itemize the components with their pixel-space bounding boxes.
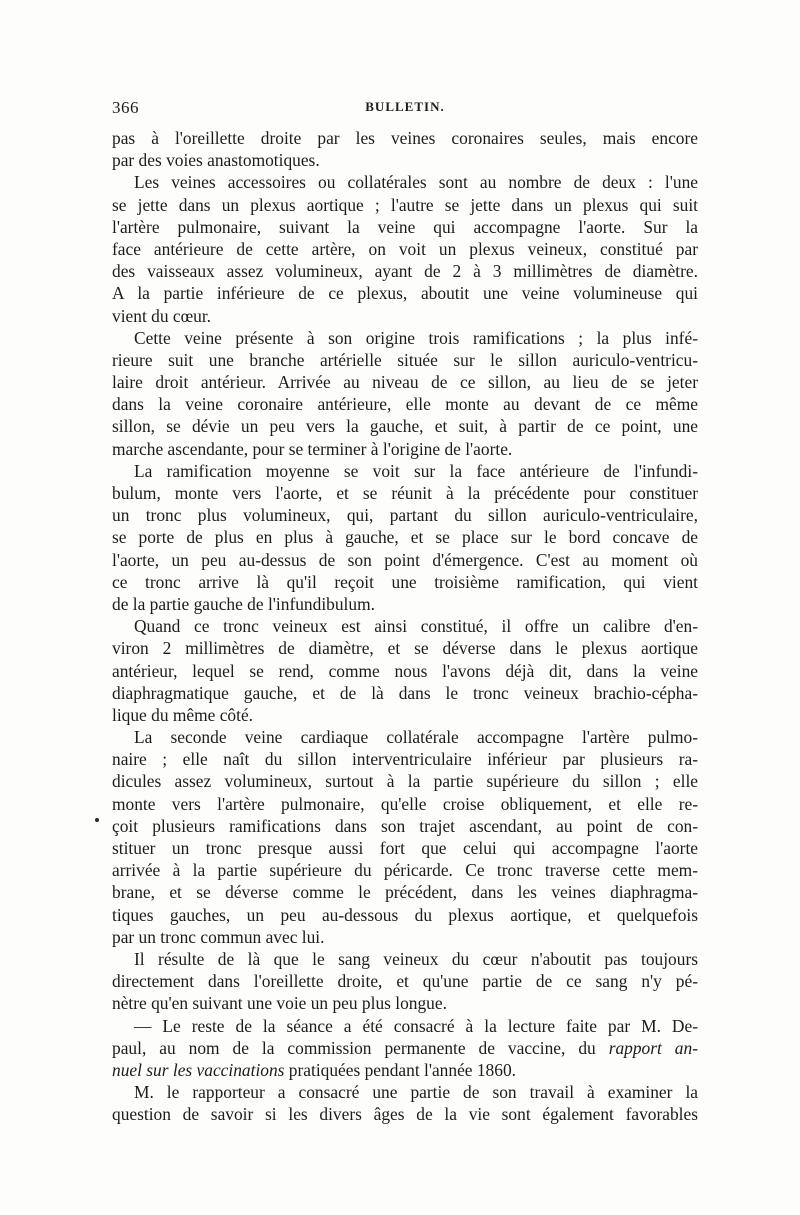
text-line: par des voies anastomotiques. xyxy=(112,150,320,171)
text-line: ce tronc arrive là qu'il reçoit une troisième ramification, qui vient xyxy=(112,571,698,592)
text-line: stituer un tronc presque aussi fort que celui qui accompagne l'aorte xyxy=(112,838,698,858)
running-title: BULLETIN. xyxy=(365,99,445,114)
text-line: Les veines accessoires ou collatérales sont au nombre de deux : l'une xyxy=(134,172,698,193)
text-line: viron 2 millimètres de diamètre, et se déverse dans le plexus aortique xyxy=(112,638,698,659)
text-line: marche ascendante, pour se terminer à l'origine de l'aorte. xyxy=(112,438,513,459)
text-line: un tronc plus volumineux, qui, partant du sillon auriculo-ventriculaire, xyxy=(112,505,698,526)
text-line: sillon, se dévie un peu vers la gauche, et suit, à partir de ce point, une xyxy=(112,416,698,437)
text-line: se porte de plus en plus à gauche, et se place sur le bord concave de xyxy=(112,527,698,548)
text-line: par un tronc commun avec lui. xyxy=(112,926,325,947)
text-line: laire droit antérieur. Arrivée au niveau de ce sillon, au lieu de se jeter xyxy=(112,372,698,393)
text-line: vient du cœur. xyxy=(112,305,212,326)
text-line: directement dans l'oreillette droite, et qu'une partie de ce sang n'y pé- xyxy=(112,971,698,992)
text-line: l'aorte, un peu au-dessus de son point d'émergence. C'est au moment où xyxy=(112,549,698,570)
text-line: lique du même côté. xyxy=(112,704,254,725)
text-line: dans la veine coronaire antérieure, elle monte au devant de ce même xyxy=(112,394,698,415)
text-line: l'artère pulmonaire, suivant la veine qui accompagne l'aorte. Sur la xyxy=(112,216,698,237)
text-line: çoit plusieurs ramifications dans son trajet ascendant, au point de con- xyxy=(112,815,698,836)
line-text: paul, au nom de la commission permanente de vaccine, du xyxy=(112,1037,609,1058)
page-header xyxy=(112,98,698,122)
text-line: question de savoir si les divers âges de la vie sont également favorables xyxy=(112,1104,698,1125)
text-line: — Le reste de la séance a été consacré à la lecture faite par M. De- xyxy=(134,1015,698,1036)
italic-text: nuel sur les vaccinations xyxy=(112,1059,285,1080)
text-line xyxy=(112,1059,698,1081)
text-line xyxy=(112,1037,698,1059)
text-line: Quand ce tronc veineux est ainsi constitué, il offre un calibre d'en- xyxy=(134,616,698,637)
text-line: de la partie gauche de l'infundibulum. xyxy=(112,593,375,614)
text-line: tiques gauches, un peu au-dessous du plexus aortique, et quelquefois xyxy=(112,904,698,925)
body-text xyxy=(112,127,698,1125)
text-line: arrivée à la partie supérieure du péricarde. Ce tronc traverse cette mem- xyxy=(112,860,698,881)
text-line: pas à l'oreillette droite par les veines coronaires seules, mais encore xyxy=(112,128,698,148)
text-line: se jette dans un plexus aortique ; l'autre se jette dans un plexus qui suit xyxy=(112,194,698,215)
text-line: bulum, monte vers l'aorte, et se réunit à la précédente pour constituer xyxy=(112,483,698,503)
text-line: La seconde veine cardiaque collatérale accompagne l'artère pulmo- xyxy=(134,727,698,748)
italic-text: rapport an- xyxy=(608,1037,698,1058)
text-line: antérieur, lequel se rend, comme nous l'avons déjà dit, dans la veine xyxy=(112,660,698,681)
line-text: pratiquées pendant l'année 1860. xyxy=(284,1059,516,1080)
text-line: Cette veine présente à son origine trois ramifications ; la plus infé- xyxy=(134,327,698,348)
text-line: Il résulte de là que le sang veineux du cœur n'aboutit pas toujours xyxy=(134,948,698,969)
text-line: diaphragmatique gauche, et de là dans le tronc veineux brachio-cépha- xyxy=(112,682,698,703)
text-line: monte vers l'artère pulmonaire, qu'elle croise obliquement, et elle re- xyxy=(112,793,698,814)
text-line: brane, et se déverse comme le précédent, dans les veines diaphragma- xyxy=(112,882,698,903)
ink-speck xyxy=(95,818,99,822)
text-line: nètre qu'en suivant une voie un peu plus longue. xyxy=(112,993,447,1014)
text-line: des vaisseaux assez volumineux, ayant de 2 à 3 millimètres de diamètre. xyxy=(112,261,698,282)
text-line: dicules assez volumineux, surtout à la partie supérieure du sillon ; elle xyxy=(112,771,698,792)
text-line: La ramification moyenne se voit sur la face antérieure de l'infundi- xyxy=(134,460,698,481)
page-number: 366 xyxy=(112,98,139,117)
text-line: face antérieure de cette artère, on voit un plexus veineux, constitué par xyxy=(112,238,698,259)
text-line: naire ; elle naît du sillon interventriculaire inférieur par plusieurs ra- xyxy=(112,749,698,770)
text-line: rieure suit une branche artérielle située sur le sillon auriculo-ventricu- xyxy=(112,349,698,370)
text-line: M. le rapporteur a consacré une partie de son travail à examiner la xyxy=(134,1082,698,1103)
text-line: A la partie inférieure de ce plexus, aboutit une veine volumineuse qui xyxy=(112,283,698,304)
